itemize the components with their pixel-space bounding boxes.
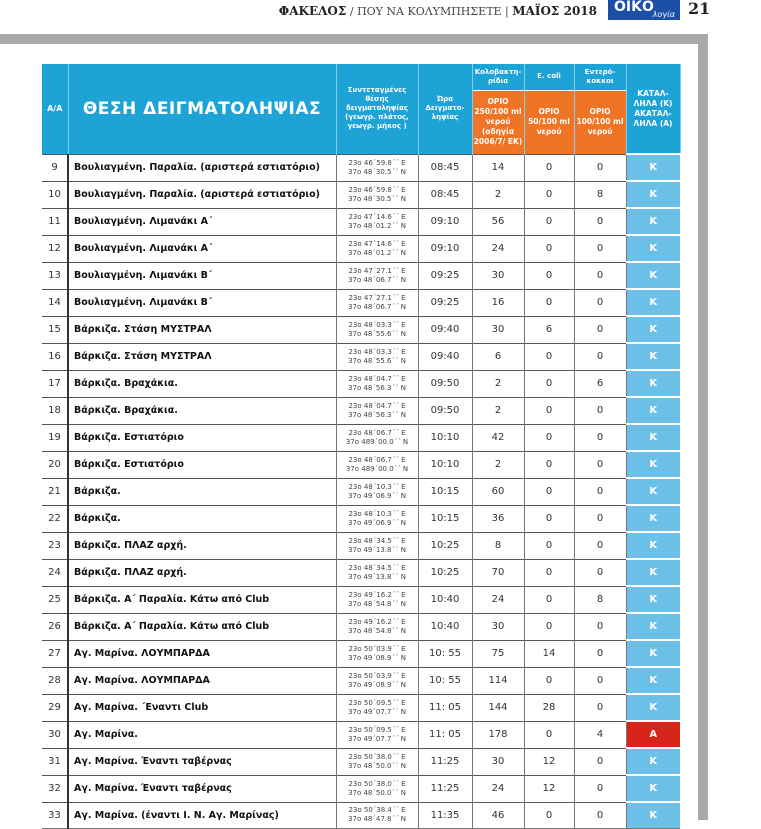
table-row [42, 505, 680, 532]
latitude: 37ο 489΄00.0΄΄ Ν [345, 464, 409, 473]
table-row [42, 613, 680, 640]
gray-frame-top [0, 34, 708, 44]
enterococci-count: 4 [574, 721, 626, 748]
sampling-time: 09:40 [418, 316, 472, 343]
latitude: 37ο 48΄55.6΄΄ Ν [348, 329, 406, 338]
coordinates [336, 721, 418, 748]
row-number: 32 [42, 775, 68, 802]
table-row [42, 316, 680, 343]
sampling-location: Βάρκιζα. Στάση ΜΥΣΤΡΑΛ [68, 343, 336, 370]
row-number: 30 [42, 721, 68, 748]
row-number: 17 [42, 370, 68, 397]
sampling-location: Βάρκιζα. ΠΛΑΖ αρχή. [68, 532, 336, 559]
coordinates [336, 532, 418, 559]
coliform-count: 14 [472, 154, 524, 181]
coliform-count: 16 [472, 289, 524, 316]
ecoli-count: 0 [524, 343, 574, 370]
latitude: 37ο 49΄07.7΄΄ Ν [348, 734, 406, 743]
coliform-count: 24 [472, 586, 524, 613]
sampling-time: 08:45 [418, 181, 472, 208]
latitude: 37ο 48΄55.6΄΄ Ν [348, 356, 406, 365]
row-number: 12 [42, 235, 68, 262]
longitude: 23ο 48΄04.7΄΄ Ε [348, 374, 406, 383]
page-number: 21 [688, 0, 711, 18]
verdict-badge: Κ [626, 775, 680, 802]
latitude: 37ο 49΄08.9΄΄ Ν [348, 653, 406, 662]
enterococci-count: 0 [574, 667, 626, 694]
longitude: 23ο 50΄09.5΄΄ Ε [348, 698, 406, 707]
longitude: 23ο 50΄38.0΄΄ Ε [348, 752, 406, 761]
ecoli-count: 0 [524, 613, 574, 640]
row-number: 25 [42, 586, 68, 613]
section-title: ΦΑΚΕΛΟΣ [278, 4, 347, 18]
ecoli-count: 0 [524, 181, 574, 208]
latitude: 37ο 489΄00.0΄΄ Ν [345, 437, 409, 446]
verdict-badge: Κ [626, 586, 680, 613]
row-number: 29 [42, 694, 68, 721]
row-number: 15 [42, 316, 68, 343]
longitude: 23ο 47΄27.1΄΄ Ε [348, 266, 406, 275]
row-number: 24 [42, 559, 68, 586]
enterococci-count: 0 [574, 316, 626, 343]
enterococci-count: 0 [574, 640, 626, 667]
longitude: 23ο 48΄03.3΄΄ Ε [348, 320, 406, 329]
ecoli-count: 0 [524, 559, 574, 586]
row-number: 28 [42, 667, 68, 694]
verdict-badge: Κ [626, 667, 680, 694]
row-number: 20 [42, 451, 68, 478]
coliform-count: 60 [472, 478, 524, 505]
coordinates [336, 586, 418, 613]
longitude: 23ο 50΄09.5΄΄ Ε [348, 725, 406, 734]
verdict-badge: Κ [626, 613, 680, 640]
table-row [42, 559, 680, 586]
ecoli-count: 0 [524, 235, 574, 262]
verdict-badge: Κ [626, 802, 680, 829]
ecoli-count: 0 [524, 721, 574, 748]
longitude: 23ο 48΄03.3΄΄ Ε [348, 347, 406, 356]
latitude: 37ο 49΄13.8΄΄ Ν [348, 572, 406, 581]
sampling-location: Βάρκιζα. [68, 478, 336, 505]
enterococci-count: 0 [574, 505, 626, 532]
coliform-count: 2 [472, 451, 524, 478]
coliform-count: 144 [472, 694, 524, 721]
latitude: 37ο 48΄01.2΄΄ Ν [348, 248, 406, 257]
row-number: 11 [42, 208, 68, 235]
longitude: 23ο 48΄10.3΄΄ Ε [348, 509, 406, 518]
coordinates [336, 181, 418, 208]
verdict-badge: Κ [626, 424, 680, 451]
table-row [42, 154, 680, 181]
latitude: 37ο 49΄06.9΄΄ Ν [348, 491, 406, 500]
header-ecoli: E. coli [524, 64, 574, 90]
ecoli-count: 28 [524, 694, 574, 721]
coliform-count: 75 [472, 640, 524, 667]
sampling-time: 10: 55 [418, 640, 472, 667]
header-ecoli-limit: ΟΡΙΟ 50/100 ml νερού [524, 90, 574, 154]
sampling-location: Αγ. Μαρίνα. (έναντι Ι. Ν. Αγ. Μαρίνας) [68, 802, 336, 829]
enterococci-count: 0 [574, 559, 626, 586]
sampling-location: Βάρκιζα. [68, 505, 336, 532]
verdict-badge: Κ [626, 262, 680, 289]
verdict-badge: Κ [626, 748, 680, 775]
verdict-badge: Κ [626, 397, 680, 424]
sampling-time: 10:15 [418, 478, 472, 505]
coordinates [336, 235, 418, 262]
coordinates [336, 667, 418, 694]
sampling-location: Αγ. Μαρίνα. ΛΟΥΜΠΑΡΔΑ [68, 667, 336, 694]
enterococci-count: 0 [574, 532, 626, 559]
latitude: 37ο 49΄13.8΄΄ Ν [348, 545, 406, 554]
coordinates [336, 370, 418, 397]
section-subtitle: ΠΟΥ ΝΑ ΚΟΛΥΜΠΗΣΕΤΕ [357, 5, 502, 18]
sampling-location: Βουλιαγμένη. Παραλία. (αριστερά εστιατόριο) [68, 154, 336, 181]
sampling-time: 09:50 [418, 370, 472, 397]
header-coliform: Κολοβακτη-ρίδια [472, 64, 524, 90]
sampling-time: 10:15 [418, 505, 472, 532]
coordinates [336, 640, 418, 667]
row-number: 9 [42, 154, 68, 181]
table-row [42, 181, 680, 208]
table-row [42, 802, 680, 829]
sampling-time: 11:35 [418, 802, 472, 829]
longitude: 23ο 50΄38.4΄΄ Ε [348, 806, 406, 815]
row-number: 16 [42, 343, 68, 370]
sampling-time: 10:40 [418, 613, 472, 640]
sampling-location: Βάρκιζα. ΠΛΑΖ αρχή. [68, 559, 336, 586]
latitude: 37ο 48΄50.0΄΄ Ν [348, 761, 406, 770]
latitude: 37ο 48΄06.7΄΄ Ν [348, 275, 406, 284]
latitude: 37ο 49΄06.9΄΄ Ν [348, 518, 406, 527]
coliform-count: 36 [472, 505, 524, 532]
table-row [42, 208, 680, 235]
ecoli-count: 0 [524, 802, 574, 829]
sampling-location: Αγ. Μαρίνα. Έναντι ταβέρνας [68, 748, 336, 775]
enterococci-count: 0 [574, 262, 626, 289]
header-coords: Συντεταγμένες θέσης δειγματοληψίας (γεωγρ. πλάτος, γεωγρ. μήκος ) [336, 64, 418, 154]
ecoli-count: 0 [524, 586, 574, 613]
ecoli-count: 0 [524, 667, 574, 694]
verdict-badge: Κ [626, 154, 680, 181]
header-place: ΘΕΣΗ ΔΕΙΓΜΑΤΟΛΗΨΙΑΣ [68, 64, 336, 154]
enterococci-count: 6 [574, 370, 626, 397]
enterococci-count: 0 [574, 775, 626, 802]
verdict-badge: Κ [626, 316, 680, 343]
enterococci-count: 0 [574, 424, 626, 451]
ecoli-count: 0 [524, 154, 574, 181]
coliform-count: 2 [472, 181, 524, 208]
table-row [42, 586, 680, 613]
latitude: 37ο 48΄54.8΄΄ Ν [348, 599, 406, 608]
table-row [42, 775, 680, 802]
sampling-time: 09:50 [418, 397, 472, 424]
longitude: 23ο 47΄14.6΄΄ Ε [348, 239, 406, 248]
longitude: 23ο 47΄14.6΄΄ Ε [348, 212, 406, 221]
table-row [42, 235, 680, 262]
table-row [42, 640, 680, 667]
header-entero: Εντερό-κοκκοι [574, 64, 626, 90]
page-masthead [0, 0, 761, 24]
coordinates [336, 694, 418, 721]
sampling-time: 10:10 [418, 424, 472, 451]
sampling-time: 10: 55 [418, 667, 472, 694]
ecoli-count: 0 [524, 370, 574, 397]
coordinates [336, 397, 418, 424]
verdict-badge: Κ [626, 694, 680, 721]
sampling-results-table [42, 64, 681, 829]
magazine-logo [608, 0, 680, 20]
sampling-time: 09:25 [418, 289, 472, 316]
enterococci-count: 0 [574, 451, 626, 478]
sampling-location: Βουλιαγμένη. Παραλία. (αριστερά εστιατόριο) [68, 181, 336, 208]
latitude: 37ο 48΄30.5΄΄ Ν [348, 194, 406, 203]
ecoli-count: 0 [524, 451, 574, 478]
table-row [42, 343, 680, 370]
sampling-time: 11:25 [418, 748, 472, 775]
enterococci-count: 0 [574, 154, 626, 181]
sampling-location: Βάρκιζα. Στάση ΜΥΣΤΡΑΛ [68, 316, 336, 343]
header-aa: Α/Α [42, 64, 68, 154]
sampling-location: Βουλιαγμένη. Λιμανάκι Β΄ [68, 289, 336, 316]
verdict-badge: Κ [626, 181, 680, 208]
verdict-badge: Κ [626, 289, 680, 316]
logo-subtext: λογία [652, 10, 675, 19]
coordinates [336, 316, 418, 343]
longitude: 23ο 48΄34.5΄΄ Ε [348, 536, 406, 545]
table-row [42, 721, 680, 748]
sampling-location: Αγ. Μαρίνα. Έναντι ταβέρνας [68, 775, 336, 802]
sampling-location: Αγ. Μαρίνα. [68, 721, 336, 748]
latitude: 37ο 48΄50.0΄΄ Ν [348, 788, 406, 797]
enterococci-count: 0 [574, 748, 626, 775]
coordinates [336, 262, 418, 289]
ecoli-count: 0 [524, 505, 574, 532]
ecoli-count: 6 [524, 316, 574, 343]
sampling-location: Βάρκιζα. Βραχάκια. [68, 370, 336, 397]
sampling-location: Βουλιαγμένη. Λιμανάκι Β΄ [68, 262, 336, 289]
coliform-count: 24 [472, 235, 524, 262]
verdict-badge: Κ [626, 208, 680, 235]
coliform-count: 8 [472, 532, 524, 559]
sampling-time: 10:25 [418, 559, 472, 586]
enterococci-count: 8 [574, 586, 626, 613]
coordinates [336, 748, 418, 775]
row-number: 18 [42, 397, 68, 424]
verdict-badge: Κ [626, 532, 680, 559]
longitude: 23ο 48΄10.3΄΄ Ε [348, 482, 406, 491]
row-number: 21 [42, 478, 68, 505]
verdict-badge: Κ [626, 343, 680, 370]
row-number: 19 [42, 424, 68, 451]
longitude: 23ο 46΄59.8΄΄ Ε [348, 185, 406, 194]
latitude: 37ο 48΄56.3΄΄ Ν [348, 410, 406, 419]
longitude: 23ο 50΄03.9΄΄ Ε [348, 671, 406, 680]
ecoli-count: 0 [524, 532, 574, 559]
header-entero-limit: ΟΡΙΟ 100/100 ml νερού [574, 90, 626, 154]
table-row [42, 478, 680, 505]
coordinates [336, 424, 418, 451]
coordinates [336, 478, 418, 505]
logo-text: ΟΙΚΟ [614, 0, 654, 15]
verdict-badge: Κ [626, 451, 680, 478]
longitude: 23ο 47΄27.1΄΄ Ε [348, 293, 406, 302]
verdict-badge: Κ [626, 235, 680, 262]
longitude: 23ο 46΄59.8΄΄ Ε [348, 158, 406, 167]
verdict-badge: Κ [626, 640, 680, 667]
verdict-badge: Κ [626, 559, 680, 586]
enterococci-count: 0 [574, 289, 626, 316]
table-row [42, 397, 680, 424]
table-row [42, 370, 680, 397]
coliform-count: 2 [472, 397, 524, 424]
latitude: 37ο 48΄47.8΄΄ Ν [348, 815, 406, 824]
table-row [42, 289, 680, 316]
verdict-badge: Κ [626, 478, 680, 505]
header-verdict: ΚΑΤΑΛ-ΛΗΛΑ (Κ) ΑΚΑΤΑΛ-ΛΗΛΑ (Α) [626, 64, 680, 154]
row-number: 10 [42, 181, 68, 208]
sampling-time: 09:10 [418, 235, 472, 262]
coordinates [336, 775, 418, 802]
sampling-time: 10:40 [418, 586, 472, 613]
sampling-time: 09:40 [418, 343, 472, 370]
sampling-location: Αγ. Μαρίνα. ΛΟΥΜΠΑΡΔΑ [68, 640, 336, 667]
ecoli-count: 0 [524, 208, 574, 235]
ecoli-count: 0 [524, 397, 574, 424]
longitude: 23ο 50΄38.0΄΄ Ε [348, 779, 406, 788]
sampling-time: 11: 05 [418, 721, 472, 748]
coliform-count: 30 [472, 316, 524, 343]
coordinates [336, 505, 418, 532]
coliform-count: 46 [472, 802, 524, 829]
sampling-location: Βουλιαγμένη. Λιμανάκι Α΄ [68, 235, 336, 262]
coliform-count: 178 [472, 721, 524, 748]
coordinates [336, 802, 418, 829]
enterococci-count: 0 [574, 235, 626, 262]
sampling-time: 09:25 [418, 262, 472, 289]
verdict-badge: Κ [626, 370, 680, 397]
row-number: 26 [42, 613, 68, 640]
table-row [42, 262, 680, 289]
header-coliform-limit: ΟΡΙΟ 250/100 ml νερού (οδηγία 2006/7/ ΕΚ) [472, 90, 524, 154]
latitude: 37ο 48΄54.8΄΄ Ν [348, 626, 406, 635]
longitude: 23ο 48΄04.7΄΄ Ε [348, 401, 406, 410]
longitude: 23ο 48΄06.7΄΄ Ε [348, 455, 406, 464]
table-row [42, 532, 680, 559]
enterococci-count: 0 [574, 478, 626, 505]
header-time: Ώρα Δειγματο-ληψίας [418, 64, 472, 154]
coliform-count: 30 [472, 613, 524, 640]
ecoli-count: 12 [524, 748, 574, 775]
row-number: 22 [42, 505, 68, 532]
verdict-badge: Α [626, 721, 680, 748]
sampling-time: 11:25 [418, 775, 472, 802]
sampling-time: 11: 05 [418, 694, 472, 721]
issue-date: ΜΑΪΟΣ 2018 [512, 4, 597, 18]
sampling-location: Αγ. Μαρίνα. ΄Εναντι Club [68, 694, 336, 721]
sampling-location: Βάρκιζα. Εστιατόριο [68, 424, 336, 451]
coordinates [336, 613, 418, 640]
table-row [42, 667, 680, 694]
ecoli-count: 14 [524, 640, 574, 667]
sampling-time: 10:10 [418, 451, 472, 478]
row-number: 33 [42, 802, 68, 829]
sampling-time: 10:25 [418, 532, 472, 559]
enterococci-count: 8 [574, 181, 626, 208]
ecoli-count: 0 [524, 289, 574, 316]
coordinates [336, 289, 418, 316]
latitude: 37ο 48΄06.7΄΄ Ν [348, 302, 406, 311]
sampling-location: Βουλιαγμένη. Λιμανάκι Α΄ [68, 208, 336, 235]
latitude: 37ο 48΄30.5΄΄ Ν [348, 167, 406, 176]
coliform-count: 24 [472, 775, 524, 802]
coordinates [336, 559, 418, 586]
verdict-badge: Κ [626, 505, 680, 532]
enterococci-count: 0 [574, 694, 626, 721]
longitude: 23ο 48΄06.7΄΄ Ε [348, 428, 406, 437]
table-row [42, 424, 680, 451]
longitude: 23ο 50΄03.9΄΄ Ε [348, 644, 406, 653]
coliform-count: 30 [472, 262, 524, 289]
coliform-count: 2 [472, 370, 524, 397]
sampling-location: Βάρκιζα. Α΄ Παραλία. Κάτω από Club [68, 613, 336, 640]
row-number: 14 [42, 289, 68, 316]
latitude: 37ο 49΄08.9΄΄ Ν [348, 680, 406, 689]
ecoli-count: 12 [524, 775, 574, 802]
coordinates [336, 208, 418, 235]
coliform-count: 42 [472, 424, 524, 451]
longitude: 23ο 49΄16.2΄΄ Ε [348, 617, 406, 626]
running-header: ΦΑΚΕΛΟΣ / ΠΟΥ ΝΑ ΚΟΛΥΜΠΗΣΕΤΕ | ΜΑΪΟΣ 2018 [278, 4, 597, 18]
coliform-count: 30 [472, 748, 524, 775]
row-number: 23 [42, 532, 68, 559]
table-row [42, 451, 680, 478]
coordinates [336, 154, 418, 181]
row-number: 13 [42, 262, 68, 289]
coordinates [336, 451, 418, 478]
row-number: 31 [42, 748, 68, 775]
coliform-count: 6 [472, 343, 524, 370]
sampling-location: Βάρκιζα. Βραχάκια. [68, 397, 336, 424]
coliform-count: 56 [472, 208, 524, 235]
latitude: 37ο 49΄07.7΄΄ Ν [348, 707, 406, 716]
sampling-time: 09:10 [418, 208, 472, 235]
longitude: 23ο 48΄34.5΄΄ Ε [348, 563, 406, 572]
enterococci-count: 0 [574, 802, 626, 829]
latitude: 37ο 48΄56.3΄΄ Ν [348, 383, 406, 392]
enterococci-count: 0 [574, 613, 626, 640]
enterococci-count: 0 [574, 343, 626, 370]
gray-frame-right [698, 34, 708, 820]
sampling-time: 08:45 [418, 154, 472, 181]
sampling-location: Βάρκιζα. Α΄ Παραλία. Κάτω από Club [68, 586, 336, 613]
longitude: 23ο 49΄16.2΄΄ Ε [348, 590, 406, 599]
enterococci-count: 0 [574, 208, 626, 235]
coliform-count: 114 [472, 667, 524, 694]
ecoli-count: 0 [524, 262, 574, 289]
coliform-count: 70 [472, 559, 524, 586]
coordinates [336, 343, 418, 370]
ecoli-count: 0 [524, 424, 574, 451]
table-row [42, 748, 680, 775]
ecoli-count: 0 [524, 478, 574, 505]
enterococci-count: 0 [574, 397, 626, 424]
sampling-location: Βάρκιζα. Εστιατόριο [68, 451, 336, 478]
table-row [42, 694, 680, 721]
latitude: 37ο 48΄01.2΄΄ Ν [348, 221, 406, 230]
row-number: 27 [42, 640, 68, 667]
